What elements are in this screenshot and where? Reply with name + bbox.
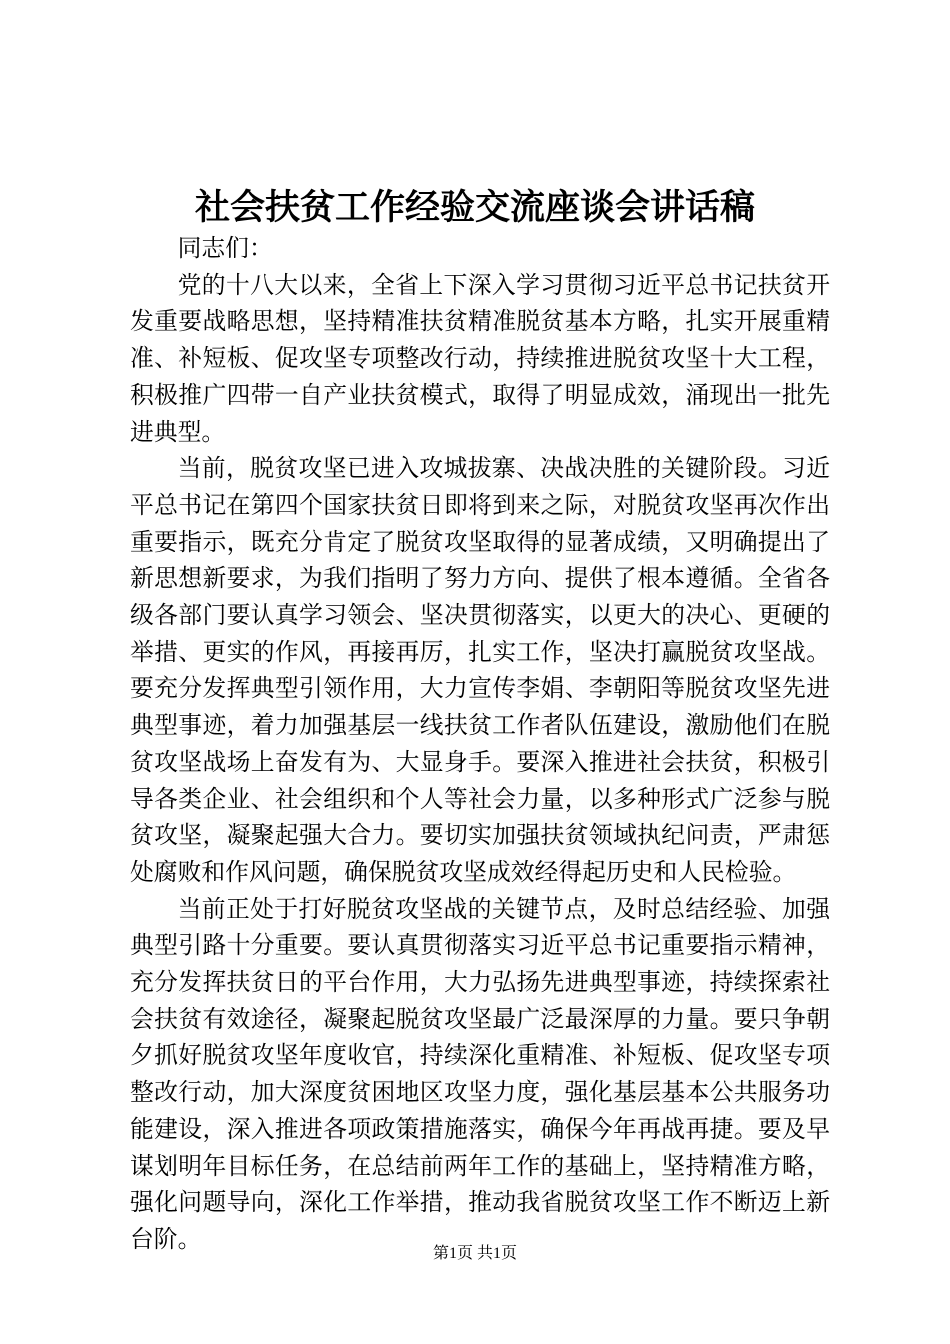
salutation: 同志们： xyxy=(177,234,273,262)
document-body xyxy=(130,230,830,1258)
page-footer: 第1页 共1页 xyxy=(432,1245,517,1262)
paragraph-2: 当前，脱贫攻坚已进入攻城拔寨、决战决胜的关键阶段。习近平总书记在第四个国家扶贫日即将到来之际，对脱贫攻坚再次作出重要指示，既充分肯定了脱贫攻坚取得的显著成绩，又明确提出了新思想新要求，为我们指明了努力方向、提供了根本遵循。全省各级各部门要认真学习领会、坚决贯彻落实，以更大的决心、更硬的举措、更实的作风，再接再厉，扎实工作，坚决打赢脱贫攻坚战。要充分发挥典型引领作用，大力宣传李娟、李朝阳等脱贫攻坚先进典型事迹，着力加强基层一线扶贫工作者队伍建设，激励他们在脱贫攻坚战场上奋发有为、大显身手。要深入推进社会扶贫，积极引导各类企业、社会组织和个人等社会力量，以多种形式广泛参与脱贫攻坚，凝聚起强大合力。要切实加强扶贫领域执纪问责，严肃惩处腐败和作风问题，确保脱贫攻坚成效经得起历史和人民检验。 xyxy=(130,454,830,886)
paragraph-3: 当前正处于打好脱贫攻坚战的关键节点，及时总结经验、加强典型引路十分重要。要认真贯彻落实习近平总书记重要指示精神，充分发挥扶贫日的平台作用，大力弘扬先进典型事迹，持续探索社会扶贫有效途径，凝聚起脱贫攻坚最广泛最深厚的力量。要只争朝夕抓好脱贫攻坚年度收官，持续深化重精准、补短板、促攻坚专项整改行动，加大深度贫困地区攻坚力度，强化基层基本公共服务功能建设，深入推进各项政策措施落实，确保今年再战再捷。要及早谋划明年目标任务，在总结前两年工作的基础上，坚持精准方略，强化问题导向，深化工作举措，推动我省脱贫攻坚工作不断迈上新台阶。 xyxy=(130,894,830,1253)
document-title: 社会扶贫工作经验交流座谈会讲话稿 xyxy=(194,187,755,228)
paragraph-1: 党的十八大以来，全省上下深入学习贯彻习近平总书记扶贫开发重要战略思想，坚持精准扶贫精准脱贫基本方略，扎实开展重精准、补短板、促攻坚专项整改行动，持续推进脱贫攻坚十大工程，积极推广四带一自产业扶贫模式，取得了明显成效，涌现出一批先进典型。 xyxy=(130,270,830,446)
